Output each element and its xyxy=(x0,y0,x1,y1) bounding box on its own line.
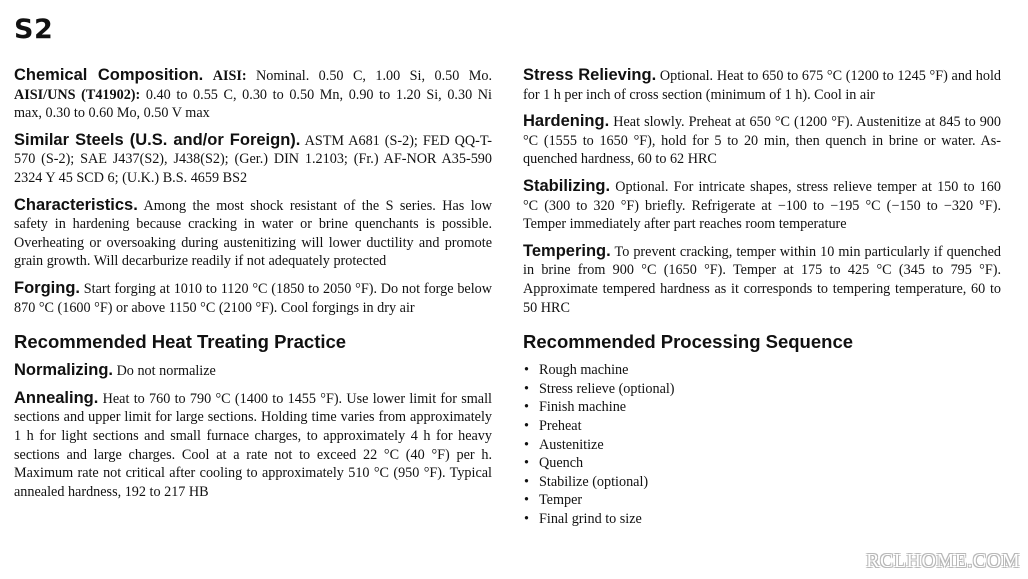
list-item xyxy=(523,510,1001,529)
bullet-icon: • xyxy=(524,380,529,397)
step-label: Stabilize (optional) xyxy=(539,473,649,490)
normalizing-heading: Normalizing. xyxy=(14,361,114,380)
bullet-icon: • xyxy=(524,473,529,490)
left-column xyxy=(14,66,492,509)
aisi-text: Nominal. 0.50 C, 1.00 Si, 0.50 Mo. xyxy=(246,68,493,84)
tempering-section xyxy=(523,242,1001,317)
annealing-heading: Annealing. xyxy=(14,388,99,407)
bullet-icon: • xyxy=(524,510,529,527)
stress-relieving-section xyxy=(523,66,1001,104)
aisi-uns-label: AISI/UNS (T41902): xyxy=(14,86,141,103)
characteristics-text: Among the most shock resistant of the S series. Has low safety in hardening because cracking in water or brine quenchants is possible. Overheating or oversoaking during austenitizing will lower ductility and promote grain growth. Will decarburize readily if not adequately protected xyxy=(14,197,492,270)
bullet-icon: • xyxy=(524,417,529,434)
bullet-icon: • xyxy=(524,362,529,379)
aisi-label: AISI: xyxy=(212,68,247,84)
tempering-text: To prevent cracking, temper within 10 min particularly if quenched in brine from 900 °C (1650 °F). Temper at 175 to 425 °C (345 to 795 °F). Approximate tempered hardness as it corresponds to tempering temperature, 60 to 50 HRC xyxy=(523,243,1001,316)
list-item xyxy=(523,436,1001,455)
hardening-section xyxy=(523,112,1001,169)
list-item xyxy=(523,417,1001,436)
similar-steels-heading: Similar Steels (U.S. and/or Foreign). xyxy=(14,130,301,149)
heat-treating-practice-heading: Recommended Heat Treating Practice xyxy=(14,331,347,353)
similar-steels-section xyxy=(14,131,492,188)
stabilizing-heading: Stabilizing. xyxy=(523,176,611,195)
step-label: Temper xyxy=(539,492,583,509)
stress-relieving-heading: Stress Relieving. xyxy=(523,66,657,84)
forging-text: Start forging at 1010 to 1120 °C (1850 to 2050 °F). Do not forge below 870 °C (1600 °F) or above 1150 °C (2100 °F). Cool forgings in dry air xyxy=(14,280,492,316)
processing-sequence-heading: Recommended Processing Sequence xyxy=(523,331,854,353)
watermark: RCLHOME.COM xyxy=(866,550,1020,572)
normalizing-text: Do not normalize xyxy=(113,363,216,380)
aisi-uns-text: 0.40 to 0.55 C, 0.30 to 0.50 Mn, 0.90 to 1.20 Si, 0.30 Ni max, 0.30 to 0.60 Mo, 0.50 V max xyxy=(14,86,492,122)
hardening-text: Heat slowly. Preheat at 650 °C (1200 °F). Austenitize at 845 to 900 °C (1555 to 1650 °F), hold for 5 to 20 min, then quench in brine or water. As-quenched hardness, 60 to 62 HRC xyxy=(523,114,1001,168)
step-label: Final grind to size xyxy=(539,510,642,527)
stress-relieving-text: Optional. Heat to 650 to 675 °C (1200 to 1245 °F) and hold for 1 h per inch of cross section (minimum of 1 h). Cool in air xyxy=(523,68,1001,103)
list-item xyxy=(523,361,1001,380)
forging-section xyxy=(14,279,492,317)
bullet-icon: • xyxy=(524,492,529,509)
steel-title: S2 xyxy=(14,14,54,45)
list-item xyxy=(523,473,1001,492)
bullet-icon: • xyxy=(524,455,529,472)
characteristics-section xyxy=(14,196,492,271)
step-label: Preheat xyxy=(539,417,582,434)
forging-heading: Forging. xyxy=(14,278,80,297)
tempering-heading: Tempering. xyxy=(523,241,611,260)
annealing-text: Heat to 760 to 790 °C (1400 to 1455 °F). Use lower limit for small sections and upper limit for large sections. Holding time varies from approximately 1 h for light sections and small furnace charges, to approximately 4 h for heavy sections and large charges. Cool at a rate not to exceed 22 °C (40 °F) per h. Maximum rate not critical after cooling to approximately 510 °C (950 °F). Typical annealed hardness, 192 to 217 HB xyxy=(14,390,492,500)
normalizing-section xyxy=(14,361,492,381)
step-label: Finish machine xyxy=(539,399,627,416)
step-label: Rough machine xyxy=(539,362,629,379)
characteristics-heading: Characteristics. xyxy=(14,195,138,214)
stabilizing-section xyxy=(523,177,1001,234)
right-column xyxy=(523,66,1001,528)
bullet-icon: • xyxy=(524,399,529,416)
list-item xyxy=(523,380,1001,399)
list-item xyxy=(523,398,1001,417)
bullet-icon: • xyxy=(524,436,529,453)
chemical-composition-heading: Chemical Composition. xyxy=(14,66,204,84)
step-label: Quench xyxy=(539,455,584,472)
list-item xyxy=(523,454,1001,473)
similar-steels-text: ASTM A681 (S-2); FED QQ-T-570 (S-2); SAE J437(S2), J438(S2); (Ger.) DIN 1.2103; (Fr.) AF-NOR A35-590 2324 Y 45 SCD 6; (U.K.) B.S. 4659 BS2 xyxy=(14,132,492,186)
step-label: Stress relieve (optional) xyxy=(539,380,675,397)
annealing-section xyxy=(14,389,492,502)
processing-sequence-list xyxy=(523,361,1001,528)
list-item xyxy=(523,491,1001,510)
stabilizing-text: Optional. For intricate shapes, stress relieve temper at 150 to 160 °C (300 to 320 °F) briefly. Refrigerate at −100 to −195 °C (−150 to −320 °F). Temper immediately after part reaches room temperature xyxy=(523,178,1001,233)
chemical-composition-section xyxy=(14,66,492,123)
step-label: Austenitize xyxy=(539,436,604,453)
hardening-heading: Hardening. xyxy=(523,112,610,131)
